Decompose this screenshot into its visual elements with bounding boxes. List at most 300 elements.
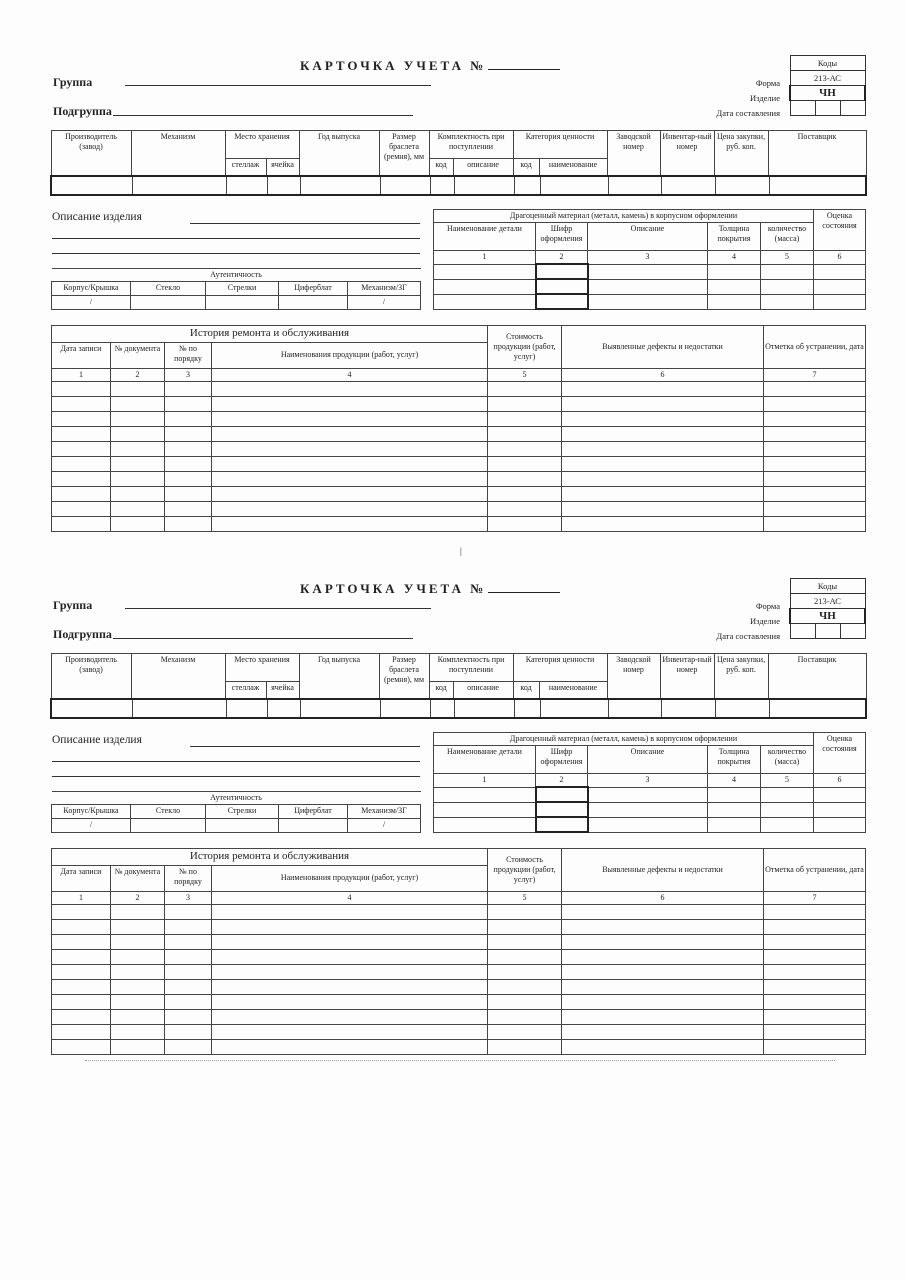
table-row: [434, 787, 866, 802]
shelf-cell[interactable]: [226, 700, 267, 717]
history-cell[interactable]: [165, 964, 212, 979]
price-cell[interactable]: [715, 700, 769, 717]
history-cell[interactable]: [111, 486, 165, 501]
quantity-header: количество (масса): [761, 223, 814, 251]
data-cell[interactable]: [588, 787, 708, 802]
history-cell[interactable]: [488, 501, 562, 516]
history-cell[interactable]: [52, 381, 111, 396]
case-cell[interactable]: /: [52, 296, 131, 310]
history-cell[interactable]: [165, 501, 212, 516]
history-cell[interactable]: [111, 1039, 165, 1054]
col-number: 1: [52, 891, 111, 904]
history-cell[interactable]: [764, 1009, 866, 1024]
history-cell[interactable]: [165, 934, 212, 949]
date-cell[interactable]: [840, 624, 865, 639]
history-cell[interactable]: [488, 934, 562, 949]
data-cell[interactable]: [708, 817, 761, 832]
history-cell[interactable]: [52, 471, 111, 486]
history-cell[interactable]: [562, 501, 764, 516]
history-cell[interactable]: [52, 1009, 111, 1024]
shelf-cell[interactable]: [226, 177, 267, 194]
entry-row: [51, 176, 866, 195]
history-cell[interactable]: [488, 1009, 562, 1024]
data-cell[interactable]: [761, 787, 814, 802]
history-cell[interactable]: [212, 396, 488, 411]
history-cell[interactable]: [212, 949, 488, 964]
history-cell[interactable]: [212, 1024, 488, 1039]
cipher-cell[interactable]: [536, 294, 588, 309]
description-label: Описание изделия: [52, 211, 142, 223]
name-header: наименование: [539, 159, 607, 176]
history-cell[interactable]: [562, 396, 764, 411]
table-row: [52, 1009, 866, 1024]
code-header: код: [513, 682, 539, 699]
thickness-header: Толщина покрытия: [708, 223, 761, 251]
value-category-header: Категория ценности: [513, 654, 607, 682]
codes-header: Коды: [790, 579, 865, 594]
description-cell[interactable]: [454, 700, 514, 717]
history-cell[interactable]: [562, 934, 764, 949]
completeness-header: Комплектность при поступлении: [429, 131, 513, 159]
shelf-header: стеллаж: [225, 159, 266, 176]
inventory-number-cell[interactable]: [661, 700, 715, 717]
glass-header: Стекло: [131, 805, 206, 819]
description-line[interactable]: [190, 746, 420, 747]
history-cell[interactable]: [764, 426, 866, 441]
history-cell[interactable]: [764, 964, 866, 979]
group-field[interactable]: [125, 85, 431, 86]
code-cell[interactable]: [430, 177, 454, 194]
main-table: [50, 130, 867, 196]
table-row: [52, 411, 866, 426]
col-number: 1: [52, 368, 111, 381]
description-line[interactable]: [52, 761, 420, 762]
history-cell[interactable]: [562, 949, 764, 964]
codes-block: [789, 55, 866, 116]
data-cell[interactable]: [708, 294, 761, 309]
history-cell[interactable]: [488, 919, 562, 934]
history-cell[interactable]: [764, 471, 866, 486]
data-cell[interactable]: [814, 817, 866, 832]
history-cell[interactable]: [165, 381, 212, 396]
history-cell[interactable]: [52, 934, 111, 949]
history-cell[interactable]: [111, 904, 165, 919]
history-cell[interactable]: [111, 919, 165, 934]
history-cell[interactable]: [488, 904, 562, 919]
history-cell[interactable]: [111, 471, 165, 486]
year-cell[interactable]: [300, 700, 380, 717]
date-cell[interactable]: [815, 624, 840, 639]
history-cell[interactable]: [212, 964, 488, 979]
form-label: Форма: [755, 78, 780, 88]
history-cell[interactable]: [764, 441, 866, 456]
precious-title: Драгоценный материал (металл, камень) в корпусном оформлении: [434, 733, 814, 746]
glass-cell[interactable]: [131, 296, 206, 310]
producer-header: Производитель (завод): [51, 131, 131, 176]
data-cell[interactable]: [434, 817, 536, 832]
date-cell[interactable]: [815, 101, 840, 116]
part-name-header: Наименование детали: [434, 223, 536, 251]
cipher-cell[interactable]: [536, 279, 588, 294]
data-cell[interactable]: [761, 802, 814, 817]
mechanism-header: Механизм/ЗГ: [348, 805, 421, 819]
col-number: 6: [814, 774, 866, 788]
history-cell[interactable]: [52, 949, 111, 964]
inventory-number-cell[interactable]: [661, 177, 715, 194]
history-cell[interactable]: [562, 486, 764, 501]
history-cell[interactable]: [111, 501, 165, 516]
data-cell[interactable]: [761, 294, 814, 309]
history-cell[interactable]: [488, 396, 562, 411]
history-cell[interactable]: [212, 426, 488, 441]
cell-cell[interactable]: [267, 177, 300, 194]
history-cell[interactable]: [212, 456, 488, 471]
history-cell[interactable]: [212, 441, 488, 456]
col-number: 3: [588, 774, 708, 788]
cell-cell[interactable]: [267, 700, 300, 717]
history-cell[interactable]: [52, 486, 111, 501]
subgroup-field[interactable]: [113, 115, 413, 116]
code-cell[interactable]: [514, 177, 540, 194]
hands-cell[interactable]: [206, 819, 279, 833]
history-cell[interactable]: [562, 381, 764, 396]
data-cell[interactable]: [708, 279, 761, 294]
history-cell[interactable]: [52, 501, 111, 516]
history-cell[interactable]: [111, 381, 165, 396]
history-cell[interactable]: [562, 1009, 764, 1024]
history-cell[interactable]: [488, 381, 562, 396]
history-cell[interactable]: [764, 904, 866, 919]
history-cell[interactable]: [111, 949, 165, 964]
data-cell[interactable]: [434, 279, 536, 294]
history-cell[interactable]: [111, 396, 165, 411]
history-cell[interactable]: [165, 486, 212, 501]
record-card: [0, 0, 906, 530]
data-cell[interactable]: [434, 802, 536, 817]
history-cell[interactable]: [52, 1039, 111, 1054]
doc-no-header: № документа: [111, 865, 165, 891]
mechanism-cell[interactable]: [132, 700, 226, 717]
description-line[interactable]: [52, 238, 420, 239]
history-cell[interactable]: [764, 1024, 866, 1039]
hands-header: Стрелки: [206, 282, 279, 296]
history-cell[interactable]: [212, 994, 488, 1009]
order-no-header: № по порядку: [165, 342, 212, 368]
precious-title: Драгоценный материал (металл, камень) в корпусном оформлении: [434, 210, 814, 223]
history-cell[interactable]: [488, 994, 562, 1009]
authenticity-table: [51, 791, 421, 833]
year-cell[interactable]: [300, 177, 380, 194]
history-cell[interactable]: [212, 979, 488, 994]
history-cell[interactable]: [111, 994, 165, 1009]
group-field[interactable]: [125, 608, 431, 609]
group-label: Группа: [53, 75, 93, 89]
table-row: [52, 934, 866, 949]
table-row: [52, 979, 866, 994]
history-cell[interactable]: [562, 979, 764, 994]
bracelet-cell[interactable]: [380, 700, 430, 717]
history-cell[interactable]: [111, 1009, 165, 1024]
code-header: код: [513, 159, 539, 176]
history-cell[interactable]: [212, 1009, 488, 1024]
history-cell[interactable]: [562, 411, 764, 426]
col-number: 4: [212, 891, 488, 904]
history-cell[interactable]: [488, 949, 562, 964]
data-cell[interactable]: [588, 279, 708, 294]
subgroup-field[interactable]: [113, 638, 413, 639]
mechanism-cell[interactable]: /: [348, 819, 421, 833]
history-cell[interactable]: [52, 964, 111, 979]
history-cell[interactable]: [52, 456, 111, 471]
data-cell[interactable]: [434, 264, 536, 279]
cipher-header: Шифр оформления: [536, 746, 588, 774]
history-cell[interactable]: [52, 396, 111, 411]
history-cell[interactable]: [764, 396, 866, 411]
code-cell[interactable]: [514, 700, 540, 717]
name-cell[interactable]: [540, 700, 608, 717]
date-cell[interactable]: [790, 624, 815, 639]
mechanism-header: Механизм: [131, 131, 225, 176]
history-cell[interactable]: [212, 411, 488, 426]
data-cell[interactable]: [814, 787, 866, 802]
supplier-cell[interactable]: [769, 700, 866, 717]
history-cell[interactable]: [764, 979, 866, 994]
dial-cell[interactable]: [279, 819, 348, 833]
history-cell[interactable]: [52, 904, 111, 919]
history-cell[interactable]: [212, 471, 488, 486]
history-cell[interactable]: [562, 1039, 764, 1054]
description-line[interactable]: [190, 223, 420, 224]
history-cell[interactable]: [165, 1039, 212, 1054]
history-cell[interactable]: [488, 964, 562, 979]
name-header: наименование: [539, 682, 607, 699]
history-cell[interactable]: [52, 979, 111, 994]
glass-cell[interactable]: [131, 819, 206, 833]
bottom-rule: [85, 1060, 835, 1061]
history-cell[interactable]: [165, 411, 212, 426]
data-cell[interactable]: [761, 279, 814, 294]
mechanism-header: Механизм/ЗГ: [348, 282, 421, 296]
data-cell[interactable]: [814, 802, 866, 817]
history-cell[interactable]: [562, 441, 764, 456]
codes-block: [789, 578, 866, 639]
col-number: 3: [165, 891, 212, 904]
history-cell[interactable]: [764, 456, 866, 471]
history-cell[interactable]: [488, 426, 562, 441]
history-cell[interactable]: [212, 486, 488, 501]
history-cell[interactable]: [488, 411, 562, 426]
history-cell[interactable]: [111, 456, 165, 471]
table-row: [52, 904, 866, 919]
history-cell[interactable]: [562, 426, 764, 441]
history-cell[interactable]: [212, 934, 488, 949]
data-cell[interactable]: [761, 817, 814, 832]
history-cell[interactable]: [764, 381, 866, 396]
history-cell[interactable]: [562, 994, 764, 1009]
history-cell[interactable]: [562, 456, 764, 471]
history-cell[interactable]: [165, 949, 212, 964]
date-cell[interactable]: [790, 101, 815, 116]
data-cell[interactable]: [708, 264, 761, 279]
history-cell[interactable]: [165, 994, 212, 1009]
table-row: [51, 699, 866, 718]
history-cell[interactable]: [111, 1024, 165, 1039]
history-cell[interactable]: [52, 441, 111, 456]
history-cell[interactable]: [488, 456, 562, 471]
col-number: 3: [165, 368, 212, 381]
factory-number-cell[interactable]: [608, 700, 661, 717]
data-cell[interactable]: [434, 294, 536, 309]
hands-cell[interactable]: [206, 296, 279, 310]
table-row: [52, 994, 866, 1009]
history-cell[interactable]: [165, 426, 212, 441]
history-cell[interactable]: [111, 426, 165, 441]
supplier-cell[interactable]: [769, 177, 866, 194]
history-cell[interactable]: [52, 411, 111, 426]
history-cell[interactable]: [764, 949, 866, 964]
data-cell[interactable]: [708, 787, 761, 802]
description-cell[interactable]: [454, 177, 514, 194]
history-cell[interactable]: [165, 904, 212, 919]
history-cell[interactable]: [764, 1039, 866, 1054]
data-cell[interactable]: [588, 264, 708, 279]
table-row: [52, 456, 866, 471]
history-cell[interactable]: [52, 919, 111, 934]
history-cell[interactable]: [111, 934, 165, 949]
cipher-header: Шифр оформления: [536, 223, 588, 251]
history-table: [51, 848, 866, 1055]
history-cell[interactable]: [165, 441, 212, 456]
history-cell[interactable]: [111, 441, 165, 456]
producer-cell[interactable]: [52, 177, 132, 194]
defects-header: Выявленные дефекты и недостатки: [562, 849, 764, 892]
history-cell[interactable]: [562, 904, 764, 919]
history-cell[interactable]: [562, 471, 764, 486]
data-cell[interactable]: [814, 294, 866, 309]
history-title: История ремонта и обслуживания: [52, 326, 488, 343]
date-label: Дата составления: [716, 631, 780, 641]
factory-number-header: Заводской номер: [607, 654, 660, 699]
col-number: 6: [562, 368, 764, 381]
history-cell[interactable]: [562, 964, 764, 979]
history-cell[interactable]: [165, 979, 212, 994]
assessment-header: Оценка состояния: [814, 210, 866, 251]
authenticity-title: Аутентичность: [52, 792, 421, 805]
date-header: Дата записи: [52, 342, 111, 368]
data-cell[interactable]: [434, 787, 536, 802]
dial-cell[interactable]: [279, 296, 348, 310]
data-cell[interactable]: [708, 802, 761, 817]
table-row: [52, 381, 866, 396]
precious-table: [433, 209, 866, 310]
table-row: [52, 1039, 866, 1054]
history-cell[interactable]: [52, 426, 111, 441]
cipher-cell[interactable]: [536, 817, 588, 832]
table-row: [434, 817, 866, 832]
table-row: [51, 176, 866, 195]
history-cell[interactable]: [562, 1024, 764, 1039]
history-cell[interactable]: [488, 1039, 562, 1054]
history-cell[interactable]: [488, 441, 562, 456]
price-cell[interactable]: [715, 177, 769, 194]
history-cell[interactable]: [165, 471, 212, 486]
history-cell[interactable]: [111, 979, 165, 994]
main-table: [50, 653, 867, 719]
cipher-cell[interactable]: [536, 264, 588, 279]
glass-header: Стекло: [131, 282, 206, 296]
history-cell[interactable]: [52, 1024, 111, 1039]
data-cell[interactable]: [588, 294, 708, 309]
history-cell[interactable]: [562, 919, 764, 934]
col-number: 4: [708, 251, 761, 265]
col-number: 5: [488, 891, 562, 904]
mechanism-cell[interactable]: [132, 177, 226, 194]
history-cell[interactable]: [488, 1024, 562, 1039]
description-line[interactable]: [52, 776, 420, 777]
history-cell[interactable]: [764, 994, 866, 1009]
date-cell[interactable]: [840, 101, 865, 116]
history-cell[interactable]: [764, 411, 866, 426]
description-label: Описание изделия: [52, 734, 142, 746]
history-cell[interactable]: [764, 501, 866, 516]
data-cell[interactable]: [588, 802, 708, 817]
date-header: Дата записи: [52, 865, 111, 891]
history-cell[interactable]: [165, 1009, 212, 1024]
history-cell[interactable]: [764, 919, 866, 934]
history-cell[interactable]: [764, 934, 866, 949]
history-cell[interactable]: [111, 964, 165, 979]
data-cell[interactable]: [814, 264, 866, 279]
history-cell[interactable]: [165, 919, 212, 934]
storage-header: Место хранения: [225, 654, 299, 682]
data-cell[interactable]: [761, 264, 814, 279]
col-number: 7: [764, 368, 866, 381]
producer-cell[interactable]: [52, 700, 132, 717]
mechanism-cell[interactable]: /: [348, 296, 421, 310]
history-cell[interactable]: [165, 1024, 212, 1039]
factory-number-cell[interactable]: [608, 177, 661, 194]
history-cell[interactable]: [111, 411, 165, 426]
bracelet-cell[interactable]: [380, 177, 430, 194]
name-cell[interactable]: [540, 177, 608, 194]
history-cell[interactable]: [488, 486, 562, 501]
cipher-cell[interactable]: [536, 802, 588, 817]
history-cell[interactable]: [212, 501, 488, 516]
col-number: 2: [111, 891, 165, 904]
case-cell[interactable]: /: [52, 819, 131, 833]
case-header: Корпус/Крышка: [52, 805, 131, 819]
history-table: [51, 325, 866, 532]
history-cell[interactable]: [764, 486, 866, 501]
date-label: Дата составления: [716, 108, 780, 118]
description-line[interactable]: [52, 253, 420, 254]
history-cell[interactable]: [52, 994, 111, 1009]
history-cell[interactable]: [165, 456, 212, 471]
history-cell[interactable]: [165, 396, 212, 411]
history-cell[interactable]: [212, 1039, 488, 1054]
data-cell[interactable]: [588, 817, 708, 832]
history-cell[interactable]: [212, 919, 488, 934]
history-cell[interactable]: [488, 471, 562, 486]
history-cell[interactable]: [212, 904, 488, 919]
sheet-mark: |: [460, 546, 462, 556]
history-cell[interactable]: [488, 979, 562, 994]
cipher-cell[interactable]: [536, 787, 588, 802]
history-cell[interactable]: [212, 381, 488, 396]
data-cell[interactable]: [814, 279, 866, 294]
form-code: 213-АС: [790, 594, 865, 609]
code-cell[interactable]: [430, 700, 454, 717]
